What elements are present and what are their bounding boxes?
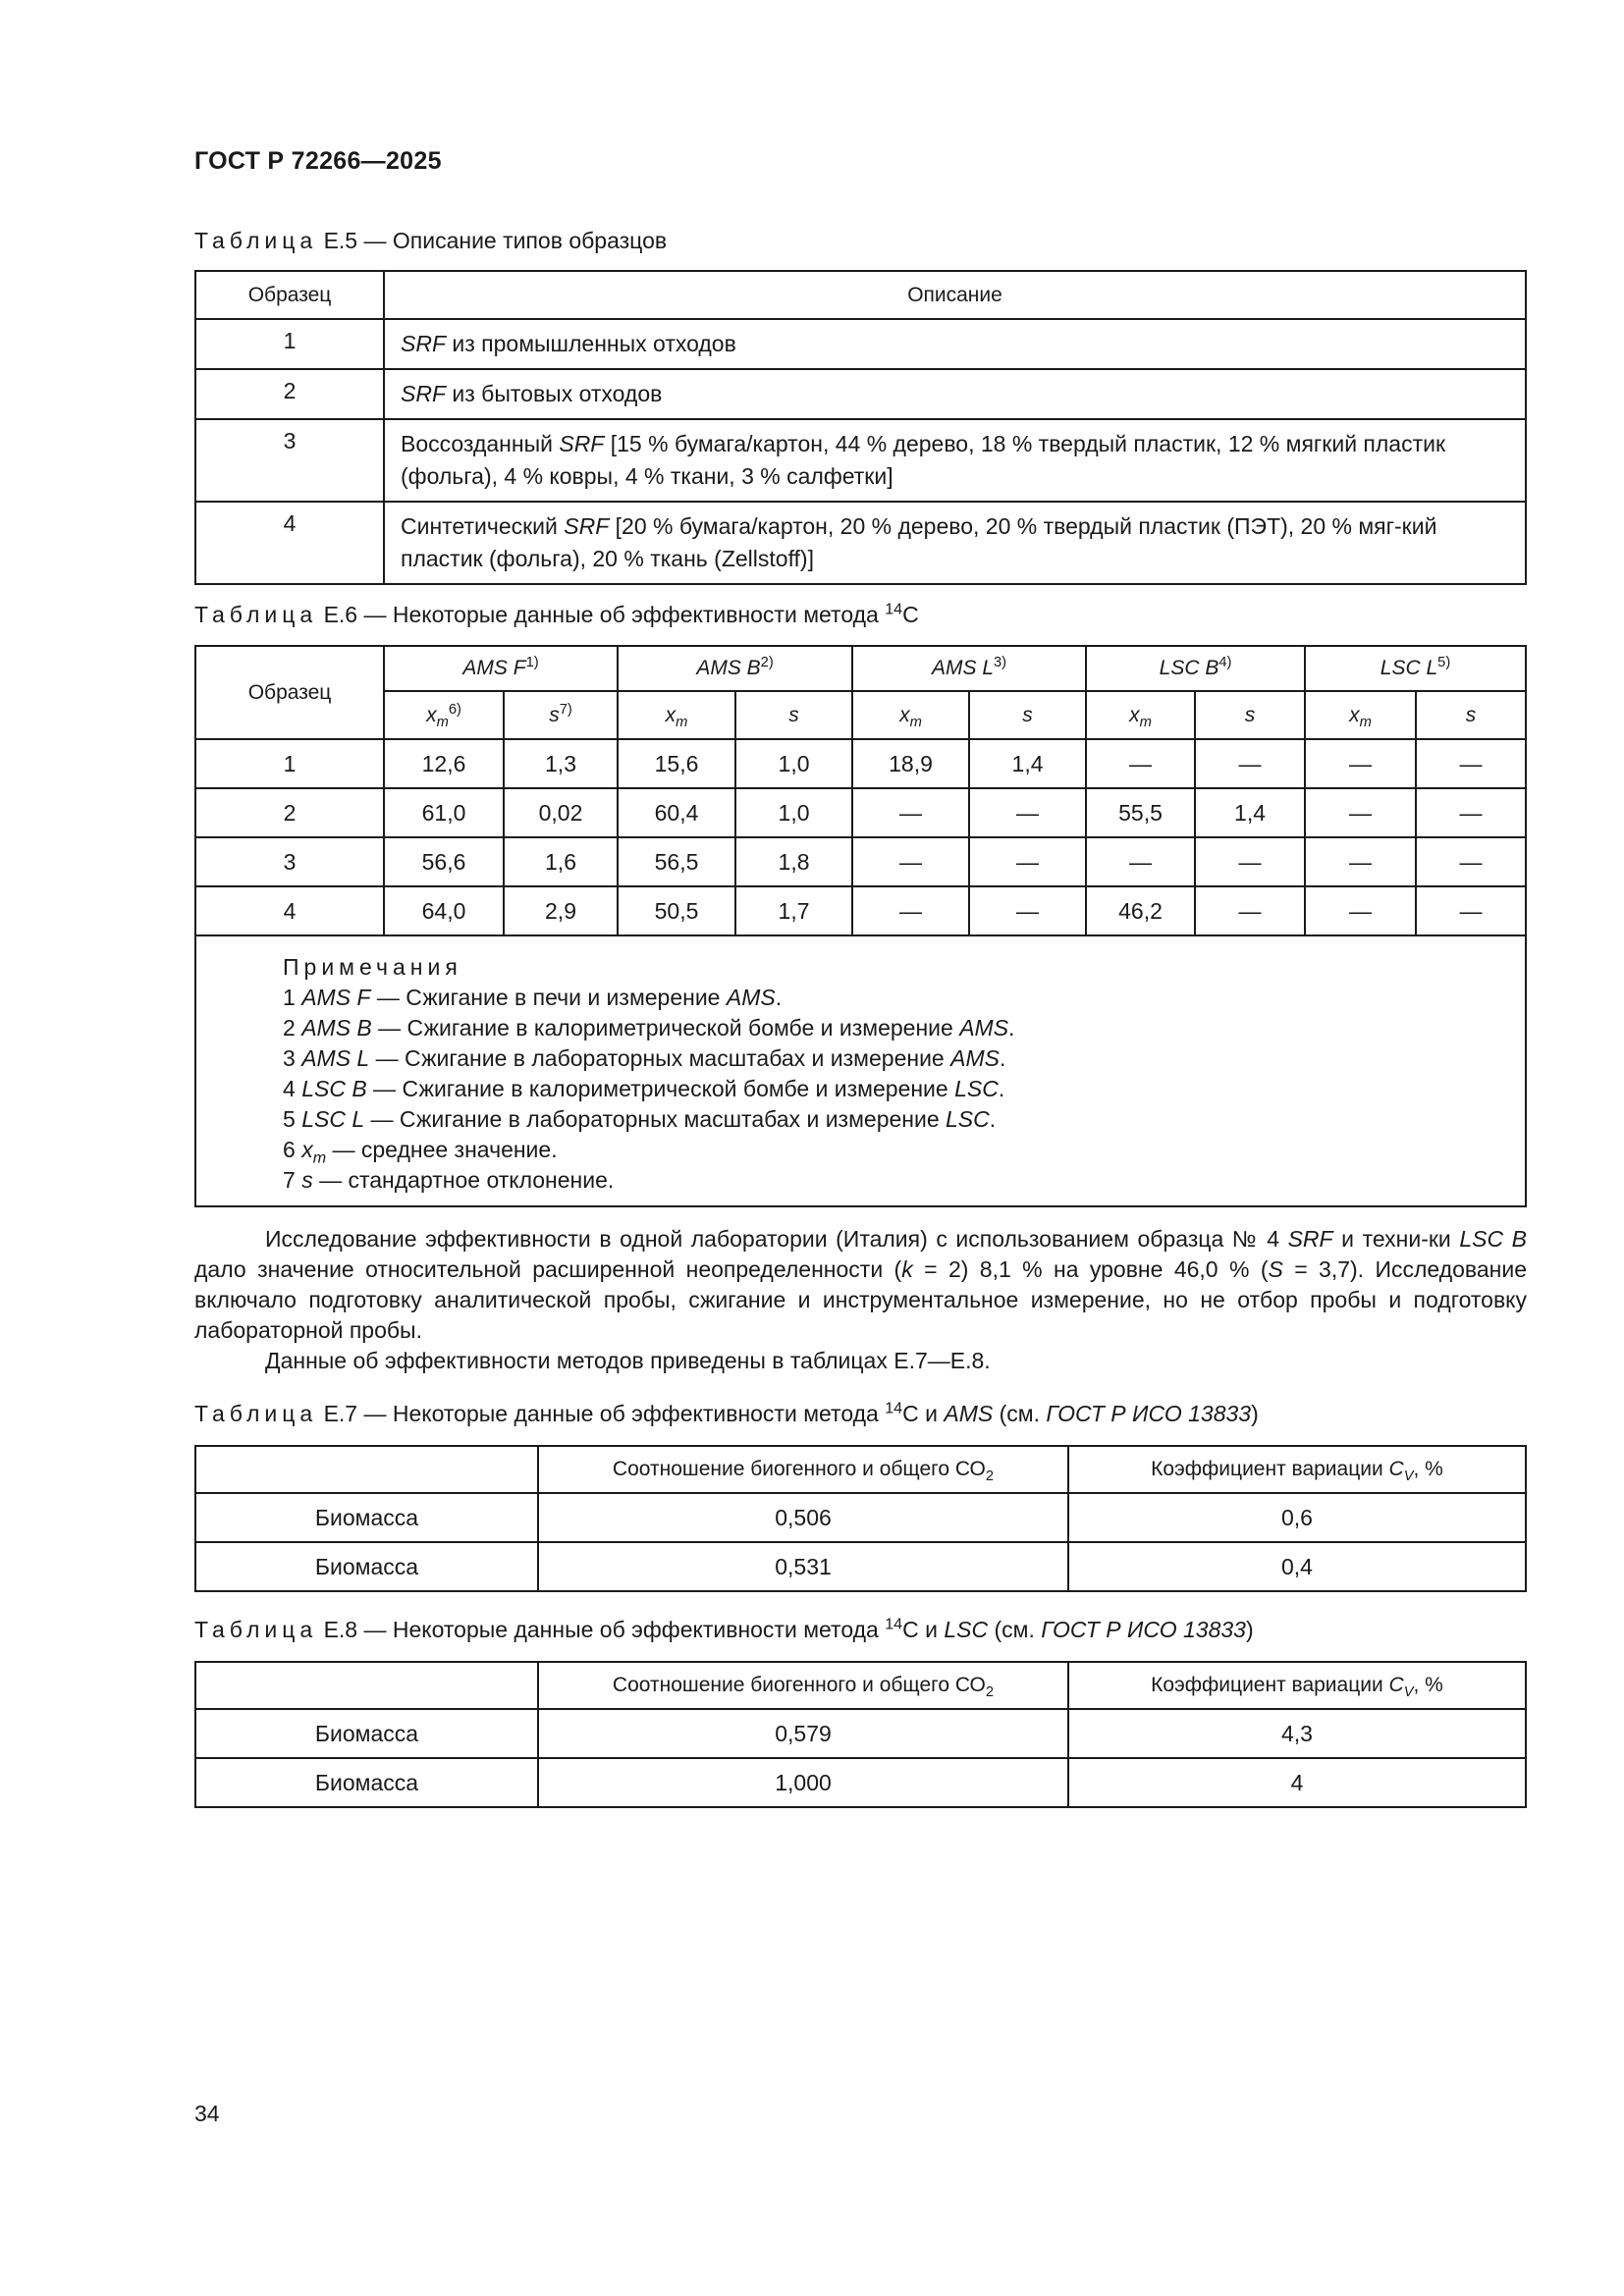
table-row: [195, 788, 1526, 837]
sample-cell: 4: [195, 886, 384, 935]
paragraph-2: Данные об эффективности методов приведены в таблицах Е.7—Е.8.: [265, 1348, 991, 1373]
note-4: 4 LSC B — Сжигание в калориметрической бомбе и измерение LSC.: [283, 1076, 1005, 1101]
value-cell: —: [1195, 739, 1305, 788]
value-cell: —: [1305, 837, 1416, 886]
table-row: 3 Воссозданный SRF [15 % бумага/картон, 44 % дерево, 18 % твердый пластик, 12 % мягкий пластик (фольга), 4 % ковры, 4 % ткани, 3 % салфетки]: [195, 419, 1526, 502]
table-e7-caption: Таблица Е.7 — Некоторые данные об эффективности метода $^{14}$С и AMS (см. ГОСТ Р ИСО 13833): [194, 1399, 1259, 1426]
header-ratio: Соотношение биогенного и общего $СО_2$: [538, 1446, 1068, 1493]
value-cell: —: [969, 837, 1086, 886]
table-row: 4 Синтетический SRF [20 % бумага/картон, 20 % дерево, 20 % твердый пластик (ПЭТ), 20 % мяг-кий пластик (фольга), 20 % ткань (Zellstoff)]: [195, 502, 1526, 584]
table-e7: [194, 1445, 1527, 1592]
value-cell: —: [1416, 837, 1526, 886]
sample-cell: 2: [195, 788, 384, 837]
value-cell: 15,6: [618, 739, 735, 788]
table-e5-caption: Таблица Е.5 — Описание типов образцов: [194, 228, 668, 253]
value-cell: 18,9: [852, 739, 969, 788]
note-6: 6 $x_m$ — среднее значение.: [283, 1137, 558, 1167]
table-row: [195, 837, 1526, 886]
value-cell: 1,3: [504, 739, 618, 788]
value-cell: —: [1305, 739, 1416, 788]
table-e5-header-description: Описание: [384, 271, 1526, 319]
value-cell: —: [1195, 837, 1305, 886]
value-cell: 1,6: [504, 837, 618, 886]
group-header-ams-b: AMS $B^{2)}$: [618, 646, 852, 691]
sub-header-xm: $x_m$: [1305, 691, 1416, 739]
value-cell: —: [1305, 886, 1416, 935]
value-cell: 1,4: [969, 739, 1086, 788]
sub-header-xm: $x_m^{6)}$: [384, 691, 504, 739]
table-e8: [194, 1661, 1527, 1808]
sub-header-s: s: [969, 691, 1086, 739]
table-row: [195, 739, 1526, 788]
group-header-ams-f: AMS $F^{1)}$: [384, 646, 618, 691]
table-e8-caption: Таблица Е.8 — Некоторые данные об эффективности метода $^{14}$С и LSC (см. ГОСТ Р ИСО 13833): [194, 1615, 1254, 1642]
value-cell: 56,5: [618, 837, 735, 886]
table-e5-header-sample: Образец: [195, 271, 384, 319]
value-cell: —: [1416, 886, 1526, 935]
value-cell: 56,6: [384, 837, 504, 886]
header-cv: Коэффициент вариации $C_V$, %: [1068, 1446, 1526, 1493]
value-cell: —: [1086, 739, 1195, 788]
table-row: Биомасса 0,506 0,6: [195, 1493, 1526, 1542]
group-header-ams-l: AMS $L^{3)}$: [852, 646, 1086, 691]
body-paragraph: [194, 1224, 1527, 1376]
sub-header-s: s: [735, 691, 852, 739]
table-row: 2 SRF из бытовых отходов: [195, 369, 1526, 419]
sub-header-xm: $x_m$: [618, 691, 735, 739]
note-3: 3 AMS L — Сжигание в лабораторных масштабах и измерение AMS.: [283, 1045, 1006, 1071]
header-ratio: Соотношение биогенного и общего $СО_2$: [538, 1662, 1068, 1709]
value-cell: 1,0: [735, 739, 852, 788]
table-row: [195, 886, 1526, 935]
table-e6-caption: Таблица Е.6 — Некоторые данные об эффективности метода $^{14}$С: [194, 600, 919, 627]
sub-header-s: s: [1416, 691, 1526, 739]
table-row: Биомасса 1,000 4: [195, 1758, 1526, 1807]
value-cell: 55,5: [1086, 788, 1195, 837]
value-cell: 61,0: [384, 788, 504, 837]
value-cell: 2,9: [504, 886, 618, 935]
table-e6: [194, 645, 1527, 1207]
table-e5: [194, 270, 1527, 585]
notes-title: Примечания: [283, 954, 462, 980]
table-row: Биомасса 0,579 4,3: [195, 1709, 1526, 1758]
table-e6-notes: [195, 935, 1526, 1206]
sample-cell: 1: [195, 739, 384, 788]
value-cell: —: [852, 788, 969, 837]
table-row: Биомасса 0,531 0,4: [195, 1542, 1526, 1591]
value-cell: —: [1416, 739, 1526, 788]
sample-cell: 3: [195, 837, 384, 886]
value-cell: —: [852, 886, 969, 935]
value-cell: —: [969, 886, 1086, 935]
value-cell: 64,0: [384, 886, 504, 935]
value-cell: —: [969, 788, 1086, 837]
note-2: 2 AMS B — Сжигание в калориметрической бомбе и измерение AMS.: [283, 1015, 1015, 1041]
note-5: 5 LSC L — Сжигание в лабораторных масштабах и измерение LSC.: [283, 1106, 997, 1132]
table-row: 1 SRF из промышленных отходов: [195, 319, 1526, 369]
value-cell: 1,7: [735, 886, 852, 935]
table-e6-header-sample: Образец: [195, 646, 384, 739]
value-cell: 60,4: [618, 788, 735, 837]
paragraph-1: Исследование эффективности в одной лаборатории (Италия) с использованием образца № 4 SRF и техни-ки LSC B дало значение относительной расширенной неопределенности (k = 2) 8,1 % на уровне 46,0 % (S = 3,7). Исследование включало подготовку аналитической пробы, сжигание и инструментальное измерение, но не отбор пробы и подготовку лабораторной пробы.: [194, 1226, 1528, 1343]
document-header: ГОСТ Р 72266—2025: [194, 147, 442, 175]
value-cell: —: [1086, 837, 1195, 886]
value-cell: —: [1195, 886, 1305, 935]
page-number: 34: [194, 2101, 220, 2126]
value-cell: 1,8: [735, 837, 852, 886]
value-cell: 50,5: [618, 886, 735, 935]
value-cell: 0,02: [504, 788, 618, 837]
sub-header-s: $s^{7)}$: [504, 691, 618, 739]
value-cell: —: [1305, 788, 1416, 837]
sub-header-xm: $x_m$: [852, 691, 969, 739]
value-cell: 1,0: [735, 788, 852, 837]
value-cell: —: [852, 837, 969, 886]
value-cell: —: [1416, 788, 1526, 837]
note-7: 7 s — стандартное отклонение.: [283, 1167, 615, 1193]
sub-header-xm: $x_m$: [1086, 691, 1195, 739]
value-cell: 12,6: [384, 739, 504, 788]
group-header-lsc-b: LSC $B^{4)}$: [1086, 646, 1305, 691]
sub-header-s: s: [1195, 691, 1305, 739]
group-header-lsc-l: LSC $L^{5)}$: [1305, 646, 1526, 691]
value-cell: 46,2: [1086, 886, 1195, 935]
header-cv: Коэффициент вариации $C_V$, %: [1068, 1662, 1526, 1709]
value-cell: 1,4: [1195, 788, 1305, 837]
note-1: 1 AMS F — Сжигание в печи и измерение AMS.: [283, 985, 783, 1010]
